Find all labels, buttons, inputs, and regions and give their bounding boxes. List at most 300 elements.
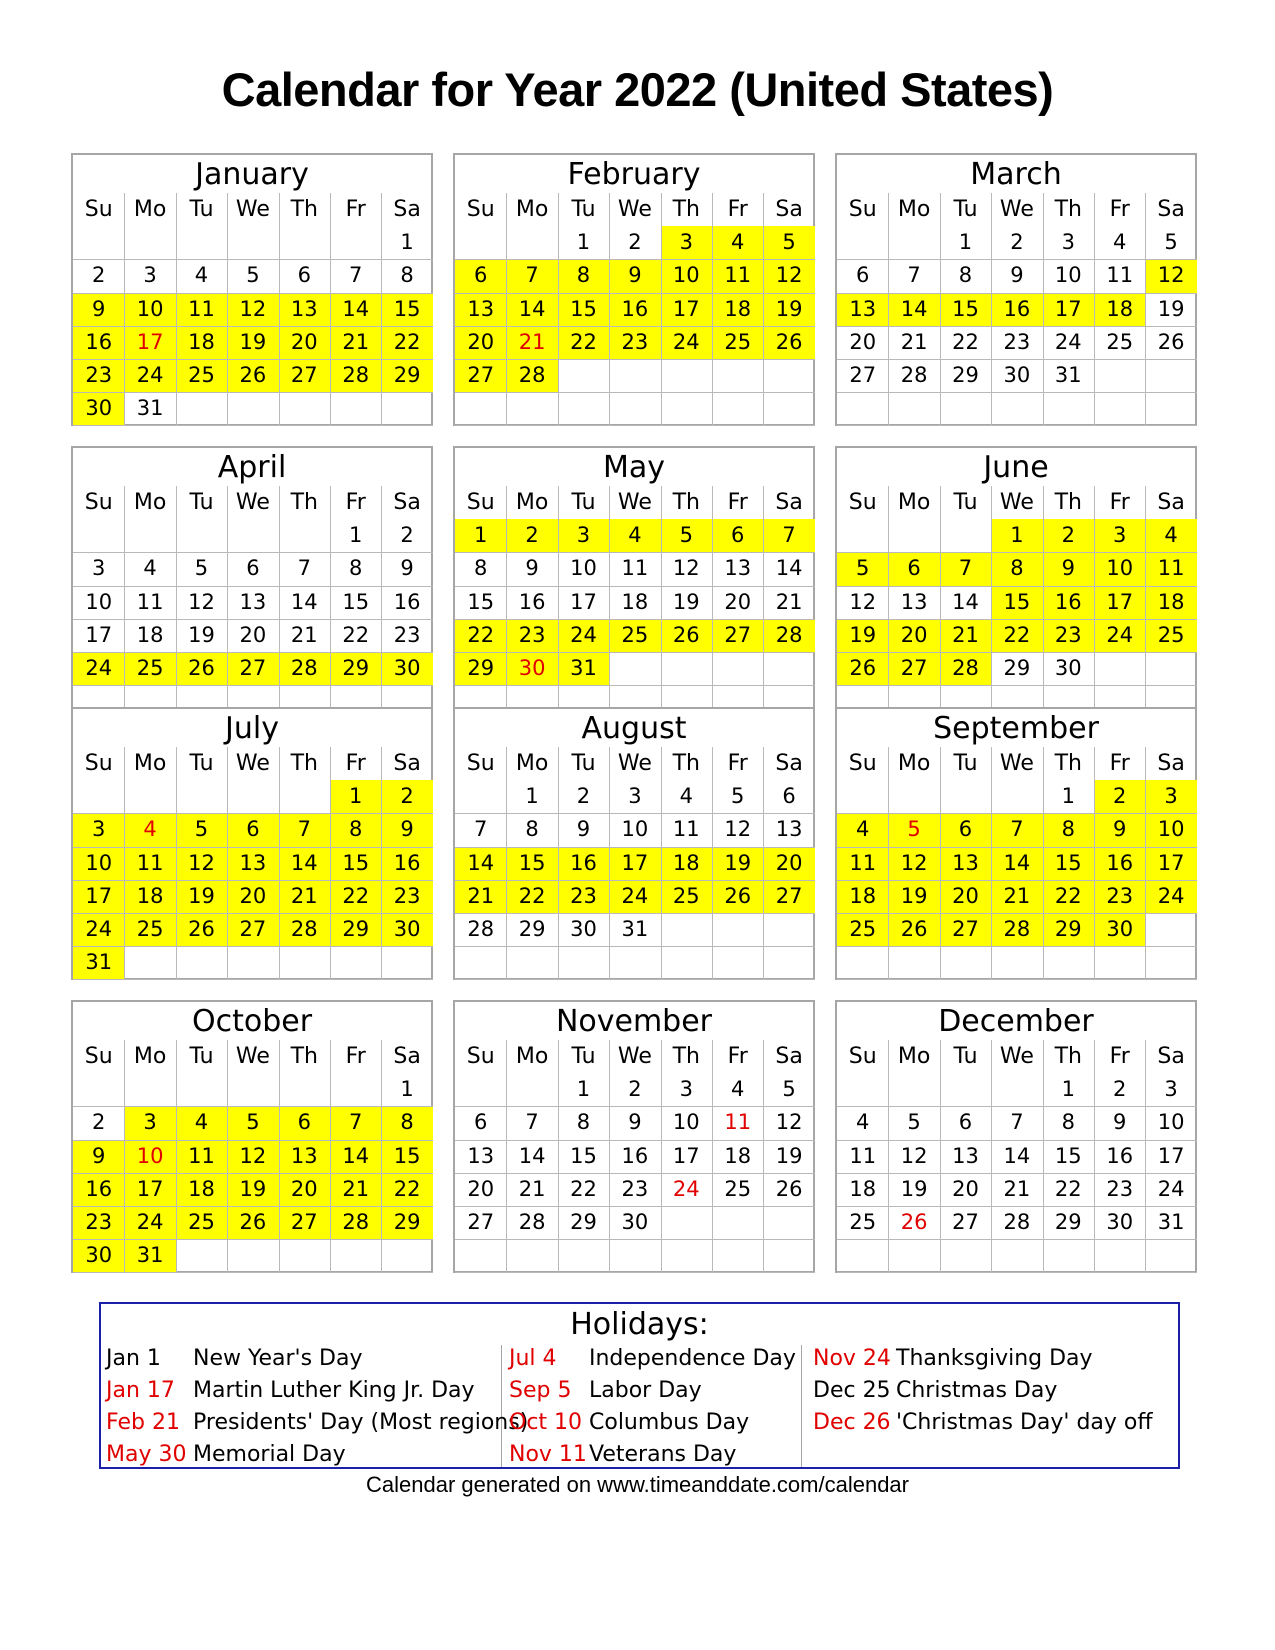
empty-cell — [940, 392, 991, 425]
weekday-header: Mo — [133, 197, 167, 222]
day-cell: 29 — [381, 359, 432, 392]
weekday-header: Sa — [775, 1044, 803, 1069]
day-cell: 13 — [279, 293, 330, 326]
grid-line — [991, 1040, 992, 1272]
day-cell: 23 — [1043, 619, 1094, 652]
day-cell: 13 — [837, 293, 888, 326]
month-grid — [73, 193, 431, 426]
weekday-header: Su — [84, 751, 113, 776]
grid-line — [940, 747, 941, 979]
day-cell: 7 — [763, 519, 814, 552]
day-cell: 13 — [952, 1143, 979, 1168]
empty-cell — [330, 946, 381, 979]
grid-line — [712, 486, 713, 718]
grid-line — [381, 193, 382, 425]
grid-line — [455, 359, 815, 360]
empty-cell — [73, 1073, 124, 1106]
holidays-box — [99, 1302, 1180, 1469]
grid-line — [506, 747, 507, 979]
empty-cell — [888, 946, 939, 979]
weekday-header: We — [235, 751, 270, 776]
weekday-header: Su — [84, 1044, 113, 1069]
day-cell: 7 — [474, 817, 488, 842]
day-cell: 8 — [381, 1106, 432, 1139]
day-cell: 24 — [661, 326, 712, 359]
day-cell: 11 — [176, 1140, 227, 1173]
month-grid — [837, 486, 1195, 719]
day-cell: 9 — [609, 259, 660, 292]
day-cell: 10 — [124, 293, 175, 326]
weekday-header: Th — [672, 490, 700, 515]
day-cell: 12 — [188, 589, 215, 614]
grid-line — [837, 552, 1197, 553]
grid-line — [73, 619, 433, 620]
day-cell: 12 — [227, 1140, 278, 1173]
day-cell: 30 — [73, 392, 124, 425]
weekday-header: Sa — [775, 197, 803, 222]
month-december — [835, 1000, 1197, 1273]
empty-cell — [73, 780, 124, 813]
day-cell: 9 — [628, 1110, 642, 1135]
day-cell: 3 — [628, 784, 642, 809]
day-cell: 27 — [712, 619, 763, 652]
day-cell: 20 — [952, 1176, 979, 1201]
empty-cell — [73, 519, 124, 552]
weekday-header: Th — [672, 197, 700, 222]
day-cell: 10 — [73, 847, 124, 880]
month-name: January — [195, 157, 309, 192]
weekday-header: Fr — [1109, 490, 1130, 515]
empty-cell — [712, 1239, 763, 1272]
weekday-header: Tu — [571, 197, 596, 222]
day-cell: 18 — [849, 1176, 877, 1201]
empty-cell — [455, 1073, 506, 1106]
day-cell: 25 — [712, 326, 763, 359]
day-cell: 5 — [907, 1110, 921, 1135]
day-cell: 16 — [73, 1173, 124, 1206]
empty-cell — [1145, 1239, 1196, 1272]
grid-line — [455, 586, 815, 587]
grid-line — [837, 913, 1197, 914]
day-cell: 4 — [731, 1077, 745, 1102]
day-cell: 13 — [724, 556, 752, 581]
day-cell: 18 — [124, 880, 175, 913]
empty-cell — [506, 392, 557, 425]
day-cell: 14 — [330, 1140, 381, 1173]
grid-line — [837, 1106, 1197, 1107]
day-cell: 28 — [763, 619, 814, 652]
day-cell: 24 — [1054, 329, 1082, 354]
day-cell: 13 — [467, 1143, 495, 1168]
month-name: July — [225, 711, 279, 746]
grid-line — [330, 1040, 331, 1272]
month-name: June — [983, 450, 1049, 485]
day-cell: 11 — [136, 589, 164, 614]
grid-line — [888, 193, 889, 425]
day-cell: 30 — [1106, 1210, 1134, 1234]
day-cell: 4 — [837, 813, 888, 846]
weekday-header: Tu — [571, 1044, 596, 1069]
grid-line — [888, 1040, 889, 1272]
grid-line — [940, 1040, 941, 1272]
day-cell: 11 — [724, 1110, 752, 1135]
day-cell: 15 — [1043, 847, 1094, 880]
weekday-header: Fr — [727, 751, 748, 776]
grid-line — [455, 293, 815, 294]
day-cell: 27 — [455, 359, 506, 392]
day-cell: 9 — [73, 1140, 124, 1173]
day-cell: 23 — [621, 1176, 649, 1201]
day-cell: 18 — [176, 326, 227, 359]
weekday-header: Sa — [1157, 751, 1185, 776]
day-cell: 5 — [246, 263, 260, 288]
day-cell: 22 — [570, 1176, 597, 1201]
empty-cell — [124, 1073, 175, 1106]
holiday-date: Jan 1 — [106, 1346, 161, 1371]
grid-line — [73, 880, 433, 881]
holidays-divider — [501, 1345, 502, 1467]
day-cell: 13 — [455, 293, 506, 326]
empty-cell — [763, 1239, 814, 1272]
day-cell: 20 — [279, 1173, 330, 1206]
month-name: April — [217, 450, 287, 485]
weekday-header: Su — [84, 197, 113, 222]
day-cell: 29 — [1003, 656, 1031, 680]
day-cell: 27 — [763, 880, 814, 913]
day-cell: 21 — [1003, 1176, 1031, 1201]
weekday-header: Fr — [727, 1044, 748, 1069]
day-cell: 2 — [92, 1110, 106, 1135]
grid-line — [558, 193, 559, 425]
grid-line — [837, 979, 1197, 980]
day-cell: 25 — [1106, 329, 1134, 354]
month-september — [835, 707, 1197, 980]
grid-line — [888, 486, 889, 718]
weekday-header: Su — [466, 490, 495, 515]
day-cell: 11 — [621, 556, 649, 581]
empty-cell — [609, 652, 660, 685]
day-cell: 1 — [576, 1077, 591, 1102]
empty-cell — [279, 226, 330, 259]
day-cell: 22 — [506, 880, 557, 913]
empty-cell — [837, 780, 888, 813]
day-cell: 5 — [227, 1106, 278, 1139]
grid-line — [837, 880, 1197, 881]
day-cell: 20 — [455, 326, 506, 359]
day-cell: 18 — [176, 1173, 227, 1206]
grid-line — [609, 486, 610, 718]
day-cell: 9 — [1043, 552, 1094, 585]
day-cell: 26 — [227, 359, 278, 392]
day-cell: 17 — [124, 1173, 175, 1206]
grid-line — [661, 486, 662, 718]
day-cell: 28 — [330, 1206, 381, 1239]
grid-line — [455, 392, 815, 393]
day-cell: 20 — [849, 329, 877, 354]
empty-cell — [763, 359, 814, 392]
grid-line — [558, 1040, 559, 1272]
month-name: February — [567, 157, 701, 192]
month-grid — [455, 1040, 813, 1273]
empty-cell — [227, 392, 278, 425]
day-cell: 15 — [1054, 1143, 1082, 1168]
day-cell: 16 — [1106, 1143, 1134, 1168]
grid-line — [609, 1040, 610, 1272]
grid-line — [455, 425, 815, 426]
day-cell: 24 — [124, 1206, 175, 1239]
day-cell: 7 — [330, 1106, 381, 1139]
holiday-date: Dec 26 — [813, 1410, 891, 1435]
day-cell: 15 — [940, 293, 991, 326]
day-cell: 17 — [661, 293, 712, 326]
holiday-date: Feb 21 — [106, 1410, 180, 1435]
weekday-header: Fr — [345, 751, 366, 776]
day-cell: 6 — [712, 519, 763, 552]
month-name: March — [970, 157, 1062, 192]
empty-cell — [661, 392, 712, 425]
holidays-title: Holidays: — [570, 1307, 709, 1342]
empty-cell — [227, 519, 278, 552]
holiday-name: Memorial Day — [193, 1442, 346, 1467]
day-cell: 7 — [1010, 1110, 1024, 1135]
empty-cell — [176, 226, 227, 259]
day-cell: 18 — [1145, 586, 1196, 619]
grid-line — [1043, 486, 1044, 718]
day-cell: 20 — [279, 326, 330, 359]
grid-line — [837, 1206, 1197, 1207]
month-name: May — [602, 450, 666, 485]
weekday-header: Th — [290, 197, 318, 222]
grid-line — [73, 1140, 433, 1141]
day-cell: 3 — [1061, 230, 1075, 255]
day-cell: 22 — [1054, 1176, 1082, 1201]
day-cell: 19 — [888, 880, 939, 913]
weekday-header: Tu — [189, 751, 214, 776]
day-cell: 2 — [576, 784, 591, 809]
day-cell: 3 — [558, 519, 609, 552]
grid-line — [227, 747, 228, 979]
grid-line — [1145, 747, 1146, 979]
day-cell: 6 — [455, 259, 506, 292]
day-cell: 14 — [991, 847, 1042, 880]
day-cell: 10 — [85, 589, 113, 614]
day-cell: 12 — [1145, 259, 1196, 292]
day-cell: 7 — [907, 263, 921, 288]
empty-cell — [506, 226, 557, 259]
empty-cell — [712, 946, 763, 979]
day-cell: 9 — [1113, 1110, 1127, 1135]
empty-cell — [176, 946, 227, 979]
grid-line — [381, 1040, 382, 1272]
grid-line — [837, 259, 1197, 260]
day-cell: 2 — [1010, 230, 1024, 255]
day-cell: 1 — [576, 230, 591, 255]
empty-cell — [837, 392, 888, 425]
day-cell: 23 — [558, 880, 609, 913]
day-cell: 25 — [837, 913, 888, 946]
day-cell: 19 — [672, 589, 700, 614]
day-cell: 12 — [672, 556, 700, 581]
weekday-header: Fr — [1109, 197, 1130, 222]
day-cell: 28 — [506, 359, 557, 392]
day-cell: 6 — [856, 263, 870, 288]
weekday-header: Mo — [897, 490, 931, 515]
empty-cell — [940, 1239, 991, 1272]
day-cell: 20 — [467, 1176, 495, 1201]
grid-line — [73, 1272, 433, 1273]
day-cell: 2 — [628, 230, 642, 255]
empty-cell — [227, 1073, 278, 1106]
day-cell: 31 — [1157, 1210, 1185, 1234]
grid-line — [279, 1040, 280, 1272]
day-cell: 16 — [621, 1143, 649, 1168]
empty-cell — [763, 392, 814, 425]
day-cell: 7 — [349, 263, 363, 288]
weekday-header: Fr — [345, 197, 366, 222]
day-cell: 30 — [570, 917, 597, 941]
day-cell: 21 — [290, 622, 318, 647]
day-cell: 6 — [297, 263, 311, 288]
empty-cell — [991, 392, 1042, 425]
empty-cell — [888, 392, 939, 425]
grid-line — [176, 486, 177, 718]
day-cell: 18 — [1094, 293, 1145, 326]
grid-line — [558, 486, 559, 718]
day-cell: 8 — [525, 817, 539, 842]
weekday-header: Th — [1054, 751, 1082, 776]
grid-line — [837, 685, 1197, 686]
weekday-header: Sa — [775, 751, 803, 776]
empty-cell — [455, 780, 506, 813]
weekday-header: Th — [672, 1044, 700, 1069]
month-grid — [73, 1040, 431, 1273]
day-cell: 2 — [628, 1077, 642, 1102]
empty-cell — [940, 1073, 991, 1106]
empty-cell — [227, 780, 278, 813]
day-cell: 31 — [1054, 363, 1082, 387]
holiday-name: Presidents' Day (Most regions) — [193, 1410, 529, 1435]
month-grid — [455, 193, 813, 426]
day-cell: 11 — [837, 847, 888, 880]
day-cell: 24 — [1145, 880, 1196, 913]
holiday-name: Thanksgiving Day — [896, 1346, 1093, 1371]
day-cell: 13 — [239, 589, 267, 614]
grid-line — [73, 652, 433, 653]
day-cell: 26 — [1157, 329, 1185, 354]
day-cell: 15 — [381, 1140, 432, 1173]
day-cell: 13 — [900, 589, 928, 614]
grid-line — [506, 486, 507, 718]
weekday-header: Sa — [393, 490, 421, 515]
day-cell: 16 — [518, 589, 546, 614]
day-cell: 26 — [775, 1176, 803, 1201]
day-cell: 23 — [609, 326, 660, 359]
day-cell: 5 — [194, 556, 209, 581]
empty-cell — [176, 1239, 227, 1272]
grid-line — [940, 486, 941, 718]
empty-cell — [991, 1239, 1042, 1272]
weekday-header: Tu — [571, 490, 596, 515]
empty-cell — [455, 946, 506, 979]
day-cell: 27 — [940, 913, 991, 946]
grid-line — [73, 1106, 433, 1107]
weekday-header: Fr — [345, 1044, 366, 1069]
day-cell: 30 — [1094, 913, 1145, 946]
grid-line — [837, 1140, 1197, 1141]
empty-cell — [506, 946, 557, 979]
empty-cell — [124, 519, 175, 552]
holiday-name: New Year's Day — [193, 1346, 363, 1371]
empty-cell — [381, 946, 432, 979]
day-cell: 26 — [227, 1206, 278, 1239]
month-january — [71, 153, 433, 426]
day-cell: 10 — [621, 817, 649, 842]
holiday-name: Veterans Day — [589, 1442, 737, 1467]
empty-cell — [661, 1206, 712, 1239]
empty-cell — [1094, 652, 1145, 685]
day-cell: 24 — [558, 619, 609, 652]
day-cell: 13 — [940, 847, 991, 880]
day-cell: 3 — [143, 263, 157, 288]
grid-line — [455, 552, 815, 553]
weekday-header: Mo — [133, 490, 167, 515]
day-cell: 9 — [1010, 263, 1024, 288]
day-cell: 22 — [991, 619, 1042, 652]
day-cell: 19 — [176, 880, 227, 913]
day-cell: 24 — [73, 652, 124, 685]
month-grid — [837, 1040, 1195, 1273]
empty-cell — [609, 359, 660, 392]
day-cell: 15 — [506, 847, 557, 880]
day-cell: 27 — [279, 359, 330, 392]
day-cell: 18 — [136, 622, 164, 647]
day-cell: 21 — [506, 326, 557, 359]
grid-line — [73, 552, 433, 553]
weekday-header: Tu — [953, 490, 978, 515]
day-cell: 16 — [393, 589, 421, 614]
day-cell: 26 — [661, 619, 712, 652]
grid-line — [124, 193, 125, 425]
day-cell: 2 — [400, 523, 414, 548]
day-cell: 11 — [1145, 552, 1196, 585]
empty-cell — [227, 1239, 278, 1272]
weekday-header: Su — [848, 197, 877, 222]
grid-line — [661, 747, 662, 979]
day-cell: 19 — [775, 1143, 803, 1168]
day-cell: 1 — [349, 523, 363, 548]
day-cell: 14 — [455, 847, 506, 880]
day-cell: 26 — [837, 652, 888, 685]
grid-line — [940, 193, 941, 425]
day-cell: 24 — [1094, 619, 1145, 652]
day-cell: 25 — [724, 1176, 752, 1201]
weekday-header: Th — [1054, 490, 1082, 515]
weekday-header: Sa — [1157, 1044, 1185, 1069]
empty-cell — [609, 1239, 660, 1272]
holidays-divider — [801, 1345, 802, 1467]
month-grid — [73, 747, 431, 980]
grid-line — [455, 1140, 815, 1141]
grid-line — [227, 1040, 228, 1272]
day-cell: 31 — [124, 1239, 175, 1272]
month-grid — [73, 486, 431, 719]
grid-line — [455, 946, 815, 947]
day-cell: 29 — [330, 652, 381, 685]
day-cell: 20 — [888, 619, 939, 652]
day-cell: 19 — [188, 622, 215, 647]
empty-cell — [888, 780, 939, 813]
empty-cell — [1145, 913, 1196, 946]
